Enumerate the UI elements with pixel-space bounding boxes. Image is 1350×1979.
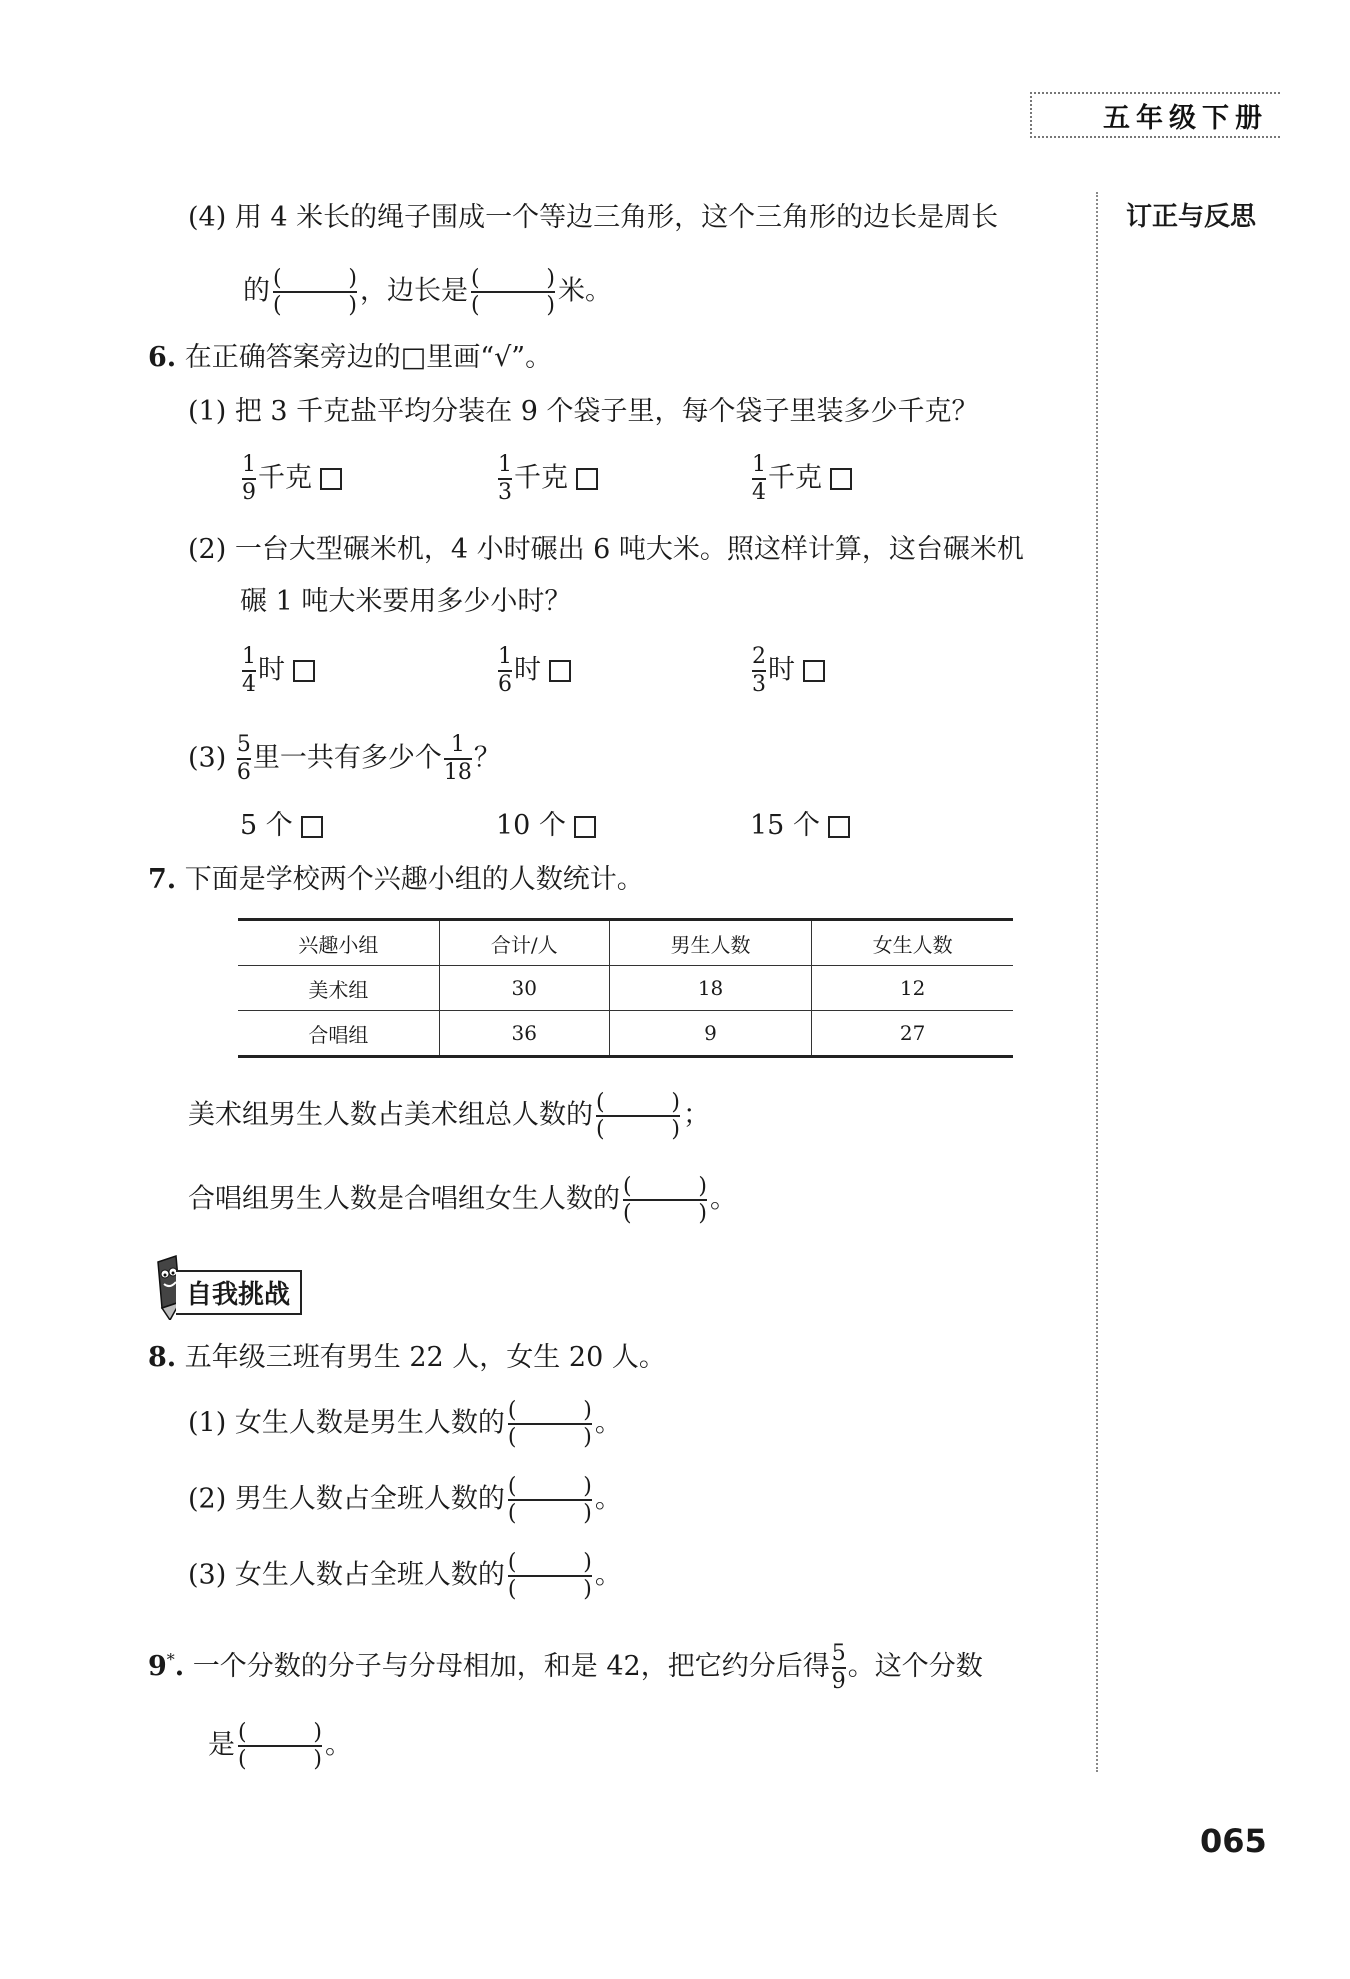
answer-blank[interactable]: ( ) ( )	[471, 266, 555, 318]
q6-p1-option-2[interactable]: $\frac{1}{3}$ 千克	[496, 452, 598, 506]
table-cell: 12	[812, 966, 1013, 1011]
answer-blank[interactable]: ( ) ( )	[238, 1720, 322, 1772]
fraction: $\frac{5}{9}$	[831, 1640, 846, 1694]
q6-p1-option-1[interactable]: $\frac{1}{9}$ 千克	[240, 452, 342, 506]
table-row	[238, 966, 1013, 1011]
table-row	[238, 1011, 1013, 1057]
side-column-title: 订正与反思	[1126, 202, 1257, 232]
self-challenge-label: 自我挑战	[176, 1270, 302, 1315]
fraction: $\frac{1}{18}$	[443, 732, 472, 785]
fraction: $\frac{1}{4}$	[242, 644, 256, 697]
table-cell: 18	[609, 966, 811, 1011]
fraction: $\frac{1}{6}$	[498, 644, 512, 697]
answer-blank[interactable]: ( ) ( )	[507, 1398, 592, 1450]
side-column-divider	[1096, 192, 1098, 1772]
q9-line1: 9*. 一个分数的分子与分母相加，和是 42，把它约分后得 $\frac{5}{9}$ 。这个分数	[148, 1640, 983, 1694]
table-cell: 30	[439, 966, 609, 1011]
fraction: $\frac{1}{3}$	[498, 452, 512, 505]
q6-p1-option-3[interactable]: $\frac{1}{4}$ 千克	[750, 452, 852, 506]
q6-part2-line1: (2) 一台大型碾米机，4 小时碾出 6 吨大米。照这样计算，这台碾米机	[188, 534, 1024, 565]
q6-p3-option-2[interactable]: 10 个	[496, 806, 596, 846]
q5-4-line1: (4) 用 4 米长的绳子围成一个等边三角形，这个三角形的边长是周长	[188, 202, 999, 233]
fraction: $\frac{2}{3}$	[752, 644, 766, 697]
table-header: 女生人数	[812, 920, 1013, 966]
q9-line2: 是 ( ) ( ) 。	[208, 1720, 352, 1772]
table-cell: 合唱组	[308, 1022, 369, 1047]
q6-part1: (1) 把 3 千克盐平均分装在 9 个袋子里，每个袋子里装多少千克？	[188, 396, 979, 427]
answer-blank[interactable]: ( ) ( )	[273, 266, 357, 318]
q7-sentence-2: 合唱组男生人数是合唱组女生人数的 ( ) ( ) 。	[188, 1174, 737, 1226]
q6-p2-option-2[interactable]: $\frac{1}{6}$ 时	[496, 644, 571, 698]
q7-sentence-1: 美术组男生人数占美术组总人数的 ( ) ( ) ；	[188, 1090, 710, 1142]
answer-blank[interactable]: ( ) ( )	[623, 1174, 707, 1226]
q6-p2-option-1[interactable]: $\frac{1}{4}$ 时	[240, 644, 315, 698]
q5-4-line2: 的 ( ) ( ) ，边长是 ( ) ( ) 米。	[243, 266, 612, 318]
checkbox[interactable]	[803, 660, 825, 682]
grade-label: 五年级下册	[1103, 103, 1268, 134]
q8-stem: 8. 五年级三班有男生 22 人，女生 20 人。	[148, 1342, 666, 1373]
table-header-row	[238, 920, 1013, 966]
q8-part2: (2) 男生人数占全班人数的 ( ) ( ) 。	[188, 1474, 622, 1526]
page-number: 065	[1200, 1822, 1267, 1860]
table-cell: 36	[439, 1011, 609, 1057]
fraction: $\frac{1}{4}$	[752, 452, 766, 505]
checkbox[interactable]	[574, 816, 596, 838]
interest-group-table	[238, 918, 1013, 1058]
q6-p2-option-3[interactable]: $\frac{2}{3}$ 时	[750, 644, 825, 698]
checkbox[interactable]	[576, 468, 598, 490]
table-cell: 美术组	[308, 977, 369, 1002]
table-header: 兴趣小组	[298, 932, 379, 957]
grade-label-box	[1030, 92, 1280, 138]
table-cell: 27	[812, 1011, 1013, 1057]
checkbox[interactable]	[830, 468, 852, 490]
q6-stem: 6. 在正确答案旁边的□里画“√”。	[148, 342, 553, 373]
table-header: 男生人数	[609, 920, 811, 966]
q8-part3: (3) 女生人数占全班人数的 ( ) ( ) 。	[188, 1550, 622, 1602]
checkbox[interactable]	[301, 816, 323, 838]
q6-part2-line2: 碾 1 吨大米要用多少小时？	[240, 586, 572, 617]
checkbox[interactable]	[549, 660, 571, 682]
q6-p3-option-3[interactable]: 15 个	[750, 806, 850, 846]
fraction: $\frac{1}{9}$	[242, 452, 256, 505]
answer-blank[interactable]: ( ) ( )	[507, 1550, 592, 1602]
self-challenge-header	[148, 1252, 313, 1320]
q8-part1: (1) 女生人数是男生人数的 ( ) ( ) 。	[188, 1398, 622, 1450]
checkbox[interactable]	[293, 660, 315, 682]
answer-blank[interactable]: ( ) ( )	[507, 1474, 592, 1526]
q6-p3-option-1[interactable]: 5 个	[240, 806, 323, 846]
q7-stem: 7. 下面是学校两个兴趣小组的人数统计。	[148, 864, 644, 895]
checkbox[interactable]	[320, 468, 342, 490]
q6-part3: (3) $\frac{5}{6}$ 里一共有多少个 $\frac{1}{18}$ ？	[188, 732, 501, 785]
answer-blank[interactable]: ( ) ( )	[596, 1090, 680, 1142]
table-cell: 9	[609, 1011, 811, 1057]
fraction: $\frac{5}{6}$	[236, 732, 251, 785]
table-header: 合计/人	[439, 920, 609, 966]
checkbox[interactable]	[828, 816, 850, 838]
